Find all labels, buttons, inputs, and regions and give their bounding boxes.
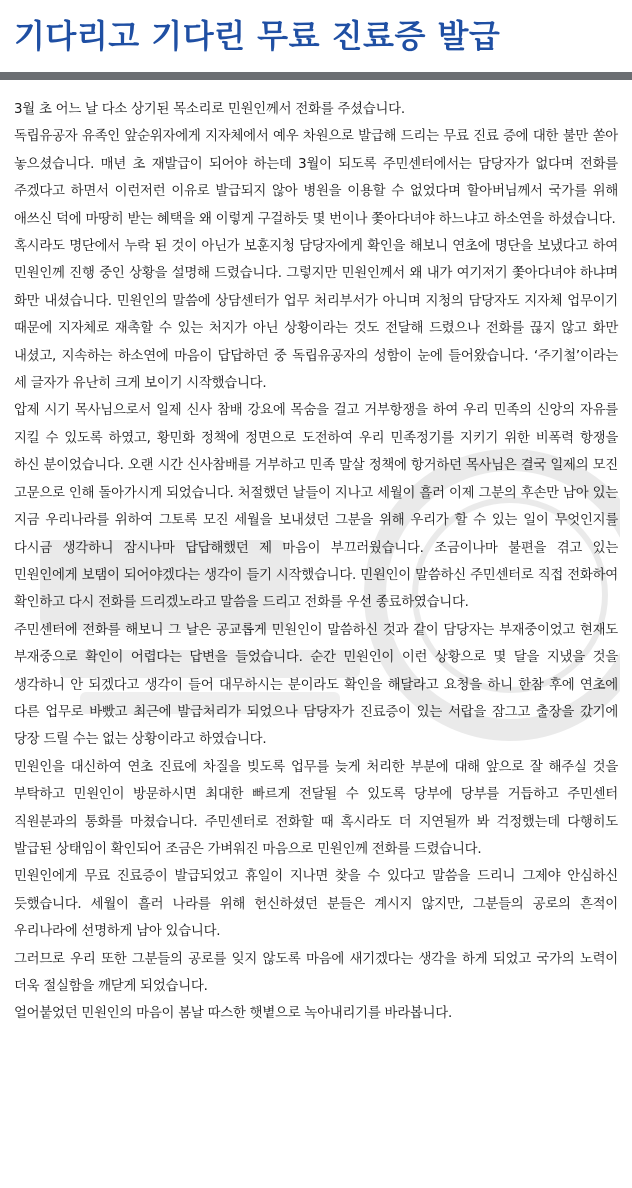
paragraph: 독립유공자 유족인 앞순위자에게 지자체에서 예우 차원으로 발급해 드리는 무료 진료 증에 대한 불만 쏟아 놓으셨습니다. 매년 초 재발급이 되어야 하는데 3월이 되도록 주민센터에서는 담당자가 없다며 전화를 주겠다고 하면서 이런저런 이유로 발급되지 않아 병원을 이용할 수 없었다며 할아버님께서 국가를 위해 애쓰신 덕에 마땅히 받는 혜택을 왜 이렇게 구걸하듯 몇 번이나 쫓아다녀야 하느냐고 하소연을 하셨습니다. (14, 129, 618, 227)
paragraph: 그러므로 우리 또한 그분들의 공로를 잊지 않도록 마음에 새기겠다는 생각을 하게 되었고 국가의 노력이 더욱 절실함을 깨닫게 되었습니다. (14, 951, 618, 994)
paragraph: 3월 초 어느 날 다소 상기된 목소리로 민원인께서 전화를 주셨습니다. (14, 102, 405, 117)
article-body (14, 96, 618, 1028)
title-divider (0, 72, 632, 80)
paragraph: 주민센터에 전화를 해보니 그 날은 공교롭게 민원인이 말씀하신 것과 같이 담당자는 부재중이었고 현재도 부재중으로 확인이 어렵다는 답변을 들었습니다. 순간 민원인이 이런 상황으로 몇 달을 지냈을 것을 생각하니 안 되겠다고 생각이 들어 대무하시는 분이라도 확인을 해달라고 요청을 하니 한참 후에 연초에 다른 업무로 바빴고 최근에 발급처리가 되었으나 담당자가 진료증이 있는 서랍을 잠그고 출장을 갔기에 당장 드릴 수는 없는 상황이라고 하였습니다. (14, 622, 618, 748)
paragraph: 혹시라도 명단에서 누락 된 것이 아닌가 보훈지청 담당자에게 확인을 해보니 연초에 명단을 보냈다고 하여 민원인께 진행 중인 상황을 설명해 드렸습니다. 그렇지만 민원인께서 왜 내가 여기저기 쫓아다녀야 하냐며 화만 내셨습니다. 민원인의 말씀에 상담센터가 업무 처리부서가 아니며 지청의 담당자도 지자체 업무이기 때문에 지자체로 재촉할 수 있는 처지가 아닌 상황이라는 것도 전달해 드렸으나 전화를 끊지 않고 화만 내셨고, 지속하는 하소연에 마음이 답답하던 중 독립유공자의 성함이 눈에 들어왔습니다. ‘주기철’이라는 세 글자가 유난히 크게 보이기 시작했습니다. (14, 239, 618, 392)
paragraph: 얼어붙었던 민원인의 마음이 봄날 따스한 햇볕으로 녹아내리기를 바라봅니다. (14, 1006, 452, 1022)
paragraph: 민원인에게 무료 진료증이 발급되었고 휴일이 지나면 찾을 수 있다고 말씀을 드리니 그제야 안심하신 듯했습니다. 세월이 흘러 나라를 위해 헌신하셨던 분들은 계시지 않지만, 그분들의 공로의 흔적이 우리나라에 선명하게 남아 있습니다. (14, 869, 618, 940)
paragraph: 민원인을 대신하여 연초 진료에 차질을 빚도록 업무를 늦게 처리한 부분에 대해 앞으로 잘 해주실 것을 부탁하고 민원인이 방문하시면 최대한 빠르게 전달될 수 있도록 당부에 당부를 거듭하고 주민센터 직원분과의 통화를 마쳤습니다. 주민센터로 전화할 때 혹시라도 더 지연될까 봐 걱정했는데 다행히도 발급된 상태임이 확인되어 조금은 가벼워진 마음으로 민원인께 전화를 드렸습니다. (14, 759, 618, 857)
page-title: 기다리고 기다린 무료 진료증 발급 (14, 17, 501, 55)
header (0, 0, 632, 70)
paragraph: 압제 시기 목사님으로서 일제 신사 참배 강요에 목숨을 걸고 거부항쟁을 하여 우리 민족의 신앙의 자유를 지킬 수 있도록 하였고, 황민화 정책에 정면으로 도전하여 우리 민족정기를 지키기 위한 비폭력 항쟁을 하신 분이었습니다. 오랜 시간 신사참배를 거부하고 민족 말살 정책에 항거하던 목사님은 결국 일제의 모진 고문으로 인해 돌아가시게 되었습니다. 처절했던 날들이 지나고 세월이 흘러 이제 그분의 후손만 남아 있는 지금 우리나라를 위하여 그토록 모진 세월을 보내셨던 그분을 위해 우리가 할 수 있는 일이 무엇인지를 다시금 생각하니 잠시나마 답답해했던 제 마음이 부끄러웠습니다. 조금이나마 불편을 겪고 있는 민원인에게 보탬이 되어야겠다는 생각이 들기 시작했습니다. 민원인이 말씀하신 주민센터로 직접 전화하여 확인하고 다시 전화를 드리겠노라고 말씀을 드리고 전화를 우선 종료하였습니다. (14, 403, 618, 611)
